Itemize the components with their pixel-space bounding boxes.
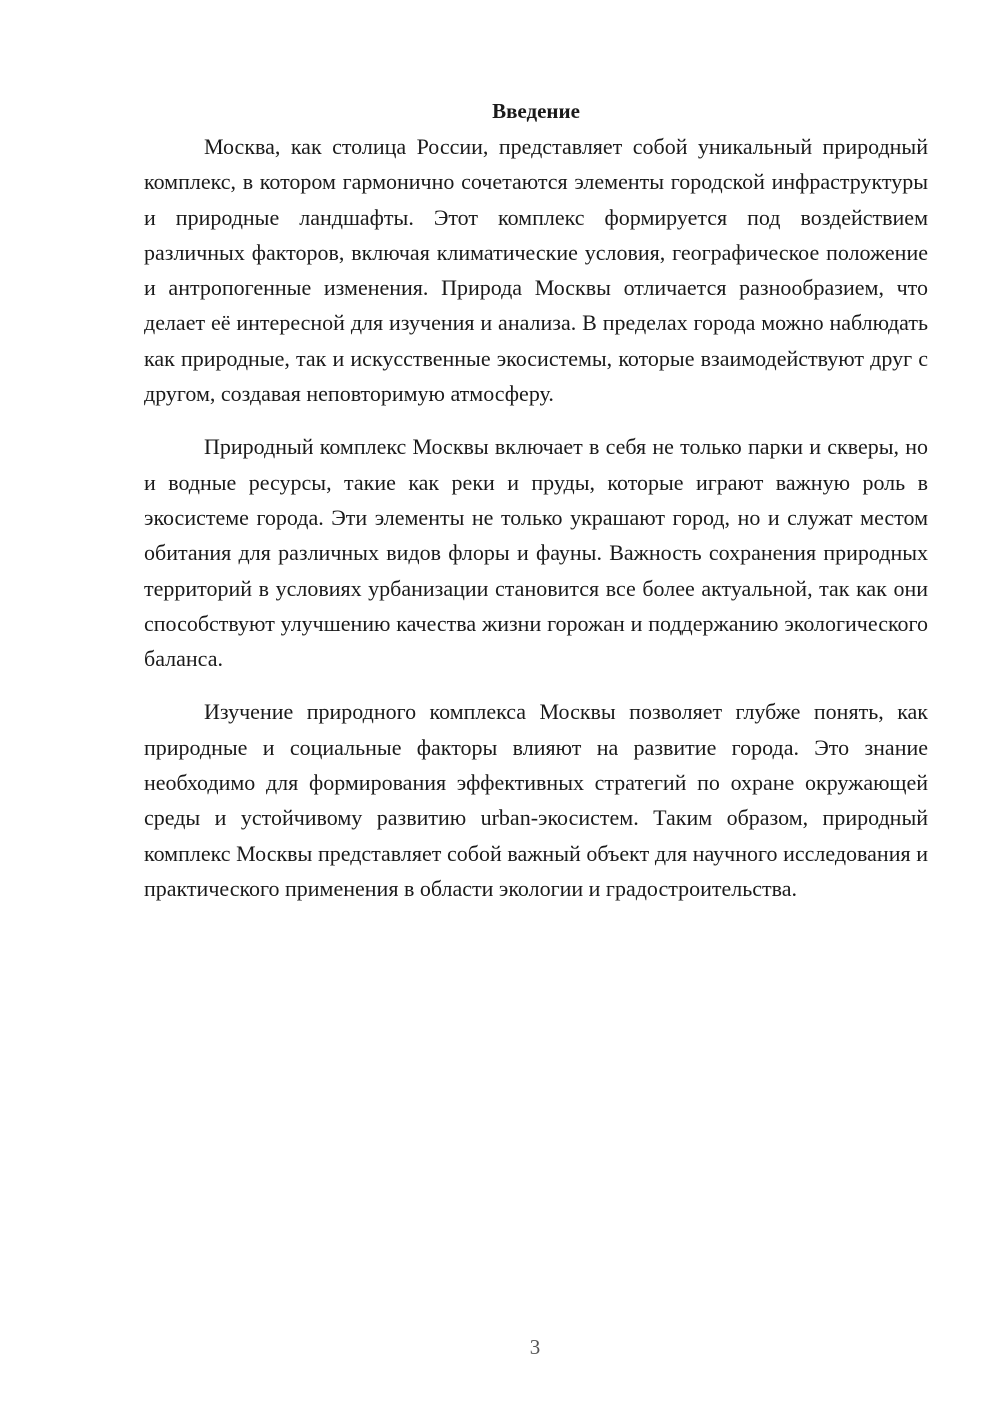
paragraph-2: Природный комплекс Москвы включает в себя не только парки и скверы, но и водные ресурсы, такие как реки и пруды, которые играют важную роль в экосистеме города. Эти элементы не только украшают город, но и служат местом обитания для различных видов флоры и фауны. Важность сохранения природных территорий в условиях урбанизации становится все более актуальной, так как они способствуют улучшению качества жизни горожан и поддержанию экологического баланса.	[144, 434, 928, 672]
paragraph-1: Москва, как столица России, представляет собой уникальный природный комплекс, в котором гармонично сочетаются элементы городской инфраструктуры и природные ландшафты. Этот комплекс формируется под воздействием различных факторов, включая климатические условия, географическое положение и антропогенные изменения. Природа Москвы отличается разнообразием, что делает её интересной для изучения и анализа. В пределах города можно наблюдать как природные, так и искусственные экосистемы, которые взаимодействуют друг с другом, создавая неповторимую атмосферу.	[144, 134, 928, 407]
paragraph-3: Изучение природного комплекса Москвы позволяет глубже понять, как природные и социальные факторы влияют на развитие города. Это знание необходимо для формирования эффективных стратегий по охране окружающей среды и устойчивому развитию urban-экосистем. Таким образом, природный комплекс Москвы представляет собой важный объект для научного исследования и практического применения в области экологии и градостроительства.	[144, 699, 928, 901]
page-content	[144, 94, 928, 906]
section-heading: Введение	[492, 99, 580, 123]
page-number: 3	[529, 1335, 541, 1359]
